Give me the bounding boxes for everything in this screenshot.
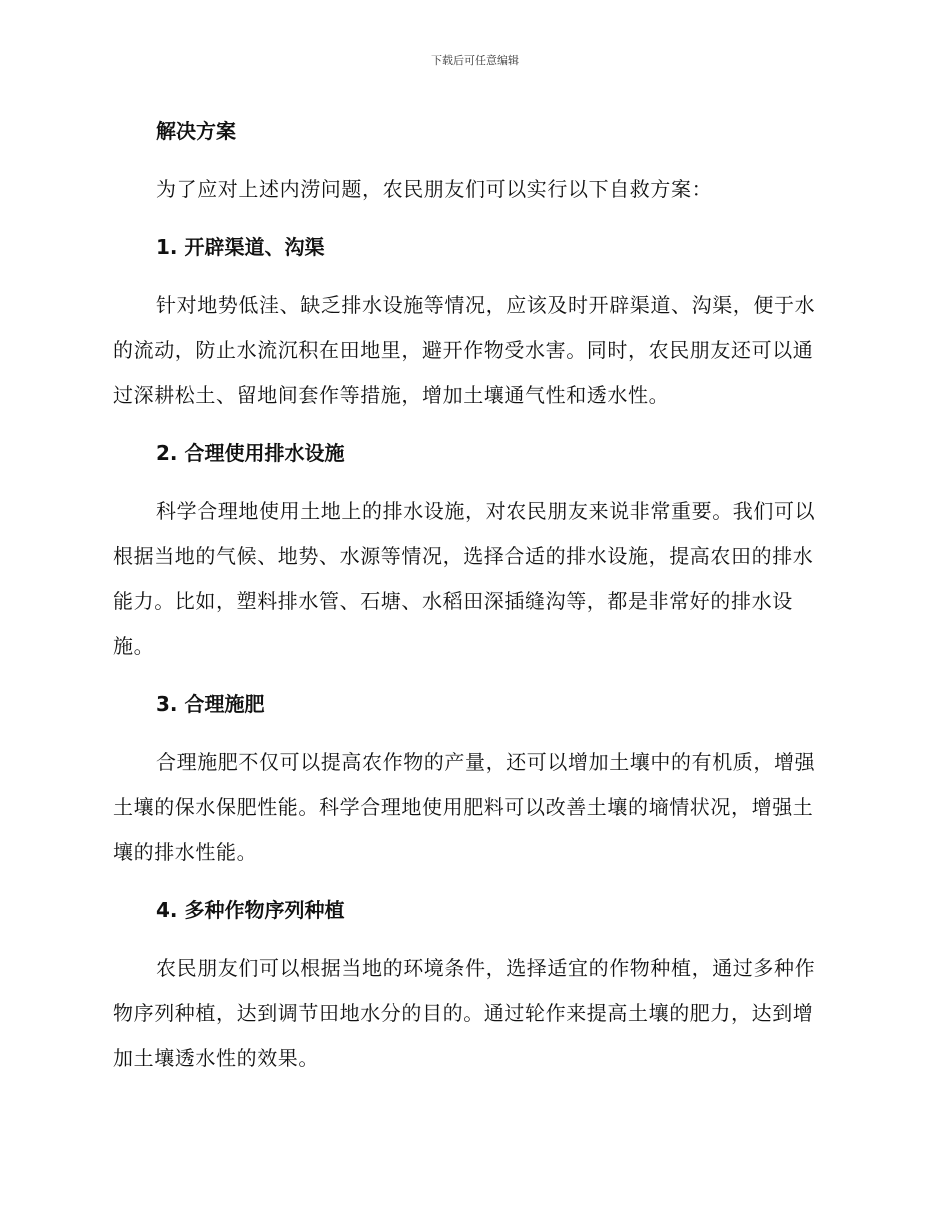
page-heading: 解决方案 (156, 119, 236, 143)
page-header: 下载后可任意编辑 (431, 54, 519, 67)
section-body: 科学合理地使用土地上的排水设施，对农民朋友来说非常重要。我们可以根据当地的气候、地势、水源等情况，选择合适的排水设施，提高农田的排水能力。比如，塑料排水管、石塘、水稻田深插缝沟等，都是非常好的排水设施。 (113, 499, 816, 658)
section-title: 2. 合理使用排水设施 (156, 441, 345, 465)
intro-paragraph: 为了应对上述内涝问题，农民朋友们可以实行以下自救方案： (156, 177, 713, 201)
section-body: 农民朋友们可以根据当地的环境条件，选择适宜的作物种植，通过多种作物序列种植，达到调节田地水分的目的。通过轮作来提高土壤的肥力，达到增加土壤透水性的效果。 (113, 956, 816, 1070)
section-title: 4. 多种作物序列种植 (156, 898, 345, 922)
section-body: 针对地势低洼、缺乏排水设施等情况，应该及时开辟渠道、沟渠，便于水的流动，防止水流沉积在田地里，避开作物受水害。同时，农民朋友还可以通过深耕松土、留地间套作等措施，增加土壤通气性和透水性。 (113, 293, 816, 407)
document-body (113, 109, 833, 1081)
section-title: 3. 合理施肥 (156, 692, 265, 716)
section-title: 1. 开辟渠道、沟渠 (156, 235, 325, 259)
section-body: 合理施肥不仅可以提高农作物的产量，还可以增加土壤中的有机质，增强土壤的保水保肥性能。科学合理地使用肥料可以改善土壤的墒情状况，增强土壤的排水性能。 (113, 750, 816, 864)
